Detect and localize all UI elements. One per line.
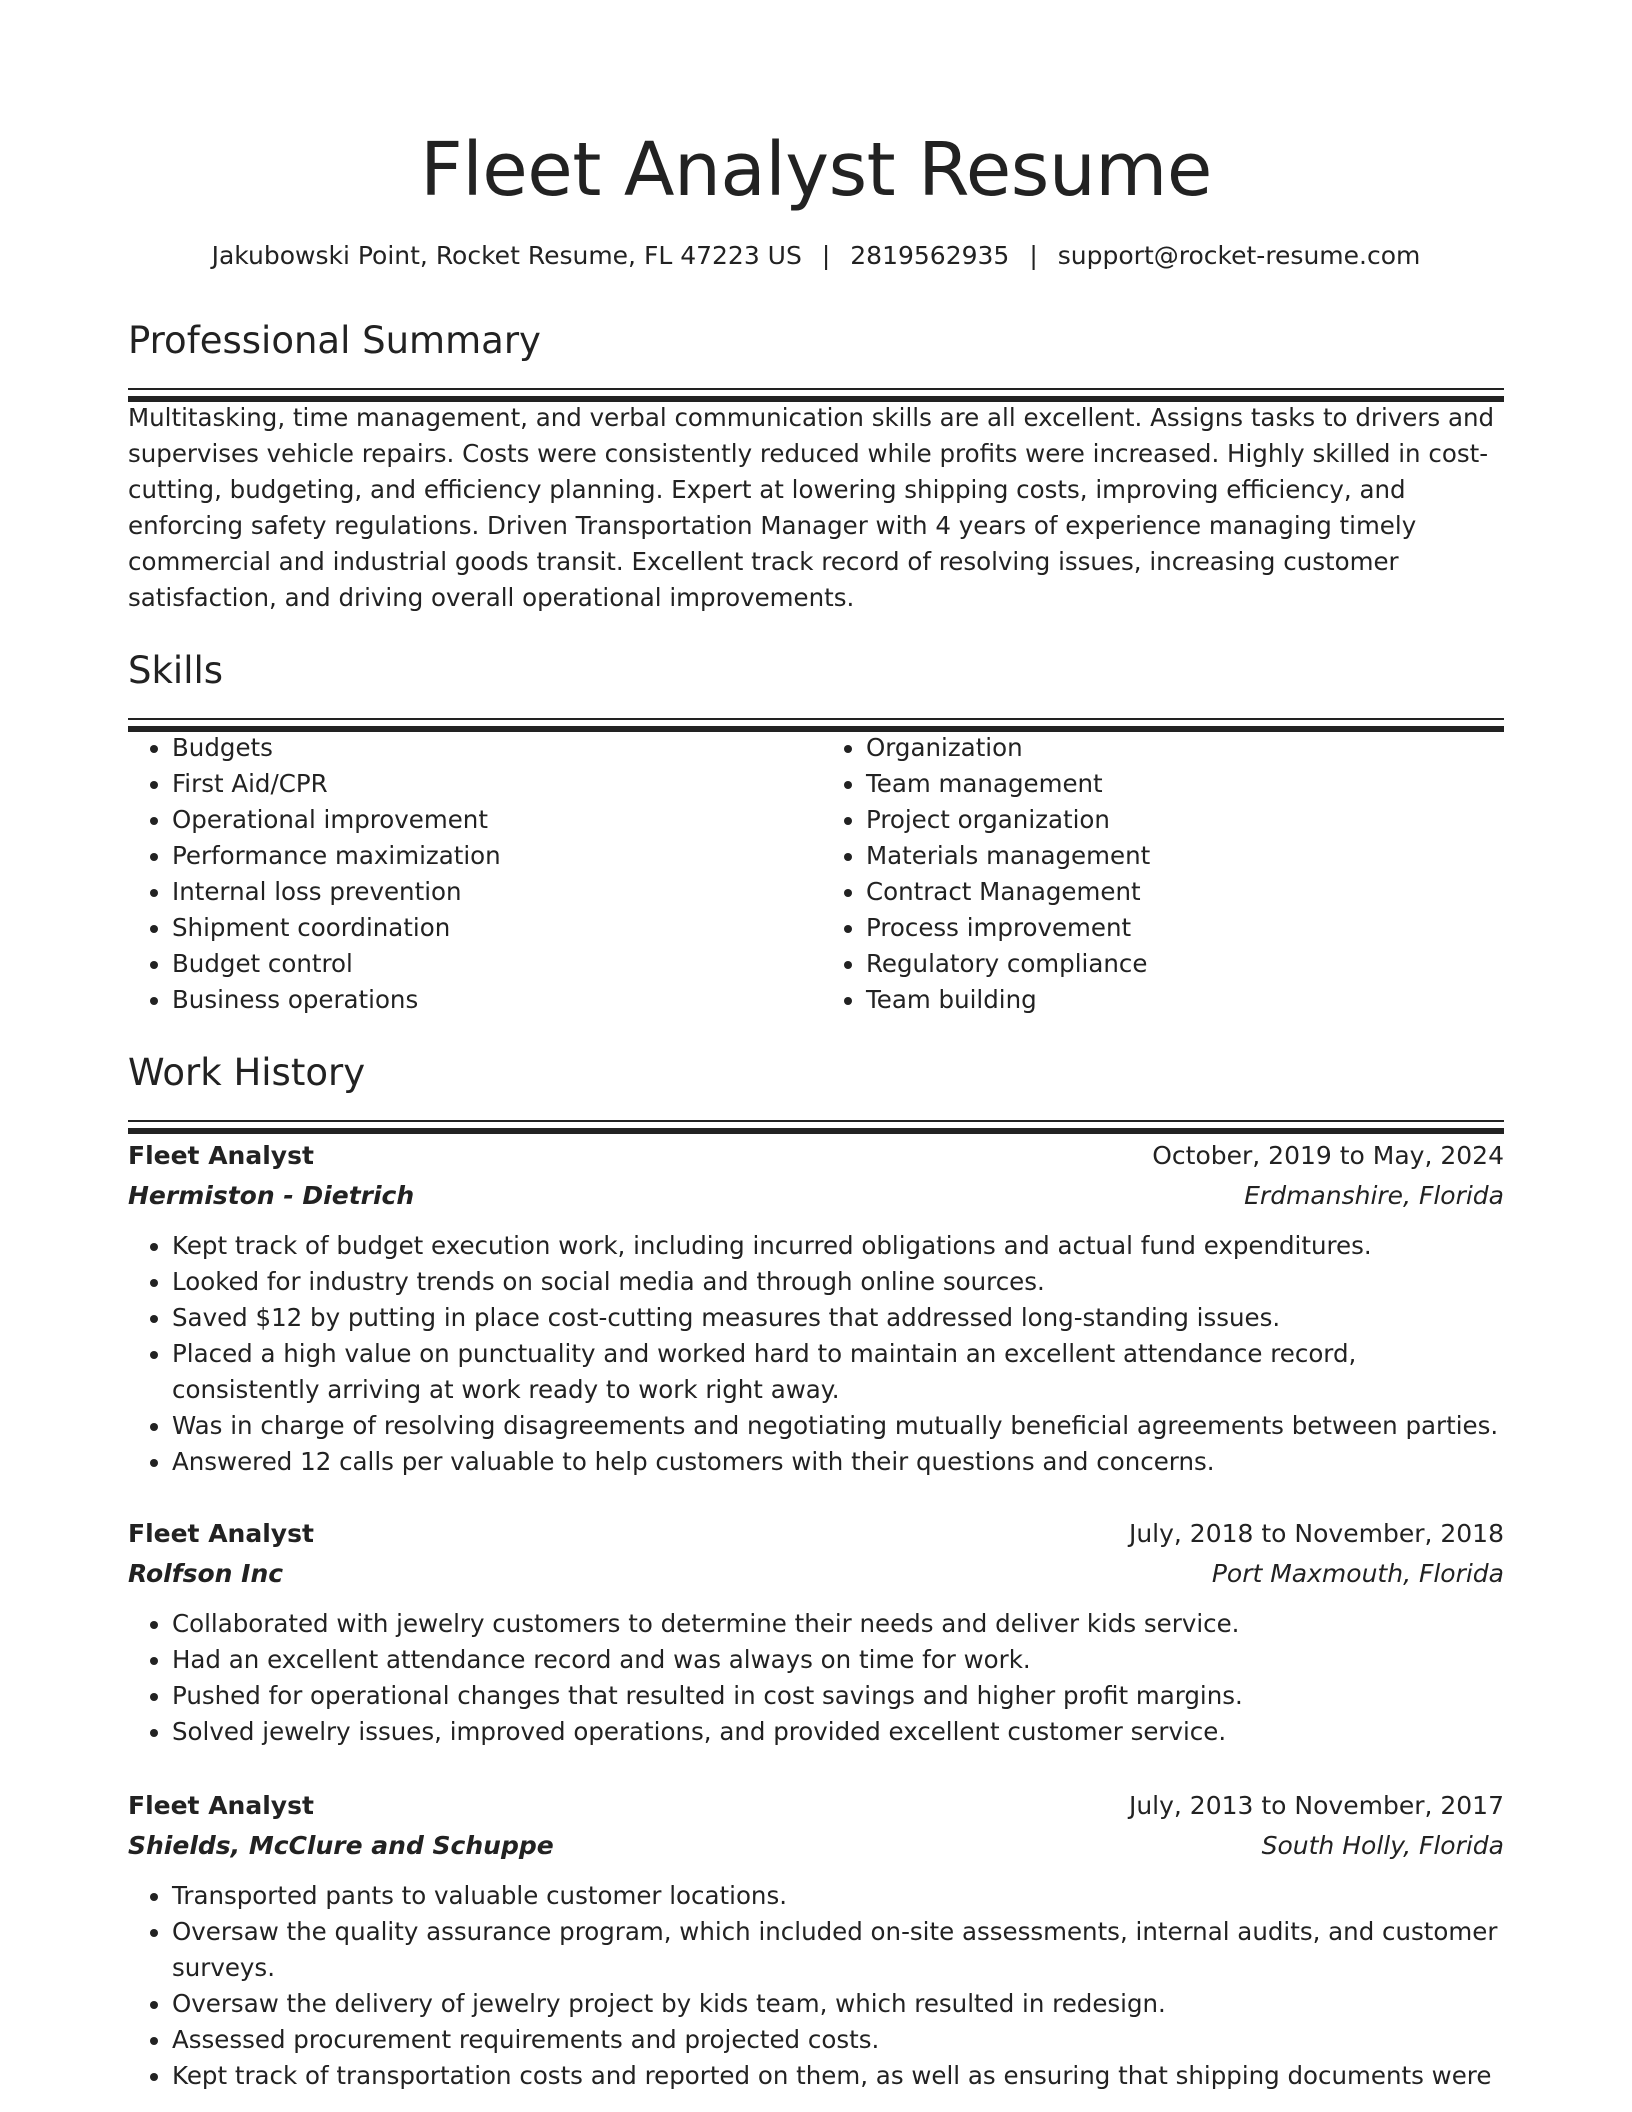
contact-line <box>128 236 1504 276</box>
job-header-row <box>128 1786 1504 1826</box>
job-company-row <box>128 1826 1504 1866</box>
job-bullet: • Kept track of transportation costs and reported on them, as well as ensuring that shipping documents were <box>172 2058 1504 2094</box>
skill-item: • First Aid/CPR <box>172 766 816 802</box>
skills-section <box>128 646 1504 1018</box>
contact-email: support@rocket-resume.com <box>1057 241 1421 270</box>
job-title: Fleet Analyst <box>128 1141 314 1170</box>
job-bullets <box>128 1228 1504 1480</box>
job-bullet: • Solved jewelry issues, improved operations, and provided excellent customer service. <box>172 1714 1504 1750</box>
job-dates: July, 2013 to November, 2017 <box>1128 1791 1504 1820</box>
job-bullet: • Assessed procurement requirements and projected costs. <box>172 2022 1504 2058</box>
skills-columns <box>128 730 1504 1018</box>
skill-item: • Regulatory compliance <box>866 946 1504 982</box>
contact-separator: | <box>1029 241 1038 270</box>
skill-item: • Budget control <box>172 946 816 982</box>
job-bullets <box>128 1606 1504 1750</box>
resume-title: Fleet Analyst Resume <box>420 127 1212 213</box>
skill-item: • Internal loss prevention <box>172 874 816 910</box>
job-location: Erdmanshire, Florida <box>1244 1181 1504 1210</box>
job-title: Fleet Analyst <box>128 1791 314 1820</box>
job-company-row <box>128 1176 1504 1216</box>
job-header-row <box>128 1514 1504 1554</box>
job-title: Fleet Analyst <box>128 1519 314 1548</box>
summary-heading: Professional Summary <box>128 319 541 362</box>
skill-item: • Business operations <box>172 982 816 1018</box>
skill-item: • Process improvement <box>866 910 1504 946</box>
skills-list-left <box>128 730 816 1018</box>
job-company: Shields, McClure and Schuppe <box>128 1831 554 1860</box>
contact-phone: 2819562935 <box>850 241 1010 270</box>
job-header-row <box>128 1136 1504 1176</box>
job-bullet: • Kept track of budget execution work, including incurred obligations and actual fund expenditures. <box>172 1228 1504 1264</box>
work-history-heading: Work History <box>128 1051 366 1094</box>
job-bullet: • Transported pants to valuable customer locations. <box>172 1878 1504 1914</box>
job-entry <box>128 1136 1504 1480</box>
job-bullet: • Looked for industry trends on social media and through online sources. <box>172 1264 1504 1300</box>
job-bullet: • Had an excellent attendance record and was always on time for work. <box>172 1642 1504 1678</box>
job-company-row <box>128 1554 1504 1594</box>
skill-item: • Project organization <box>866 802 1504 838</box>
job-company: Rolfson Inc <box>128 1559 284 1588</box>
skill-item: • Contract Management <box>866 874 1504 910</box>
skill-item: • Materials management <box>866 838 1504 874</box>
contact-separator: | <box>821 241 831 270</box>
job-entry <box>128 1786 1504 2094</box>
summary-text: Multitasking, time management, and verbal communication skills are all excellent. Assigns tasks to drivers and supervises vehicle repairs. Costs were consistently reduced while profits were increased. Highly skilled in cost-cutting, budgeting, and efficiency planning. Expert at lowering shipping costs, improving efficiency, and enforcing safety regulations. Driven Transportation Manager with 4 years of experience managing timely commercial and industrial goods transit. Excellent track record of resolving issues, increasing customer satisfaction, and driving overall operational improvements. <box>128 403 1495 612</box>
job-location: Port Maxmouth, Florida <box>1211 1559 1504 1588</box>
job-bullet: • Placed a high value on punctuality and worked hard to maintain an excellent attendance record, consistently arriving at work ready to work right away. <box>172 1336 1504 1408</box>
job-entry <box>128 1514 1504 1750</box>
skill-item: • Shipment coordination <box>172 910 816 946</box>
skills-list-right <box>816 730 1504 1018</box>
job-bullet: • Was in charge of resolving disagreements and negotiating mutually beneficial agreements between parties. <box>172 1408 1504 1444</box>
skill-item: • Team building <box>866 982 1504 1018</box>
skill-item: • Budgets <box>172 730 816 766</box>
summary-section <box>128 316 1504 616</box>
skill-item: • Operational improvement <box>172 802 816 838</box>
job-dates: July, 2018 to November, 2018 <box>1128 1519 1504 1548</box>
job-company: Hermiston - Dietrich <box>128 1181 415 1210</box>
job-bullet: • Oversaw the delivery of jewelry project by kids team, which resulted in redesign. <box>172 1986 1504 2022</box>
skill-item: • Performance maximization <box>172 838 816 874</box>
skills-heading: Skills <box>128 649 224 692</box>
contact-address: Jakubowski Point, Rocket Resume, FL 47223 US <box>211 241 802 270</box>
job-bullets <box>128 1878 1504 2094</box>
work-history-section <box>128 1048 1504 1120</box>
skill-item: • Team management <box>866 766 1504 802</box>
job-bullet: • Answered 12 calls per valuable to help customers with their questions and concerns. <box>172 1444 1504 1480</box>
job-bullet: • Oversaw the quality assurance program, which included on-site assessments, internal audits, and customer surveys. <box>172 1914 1504 1986</box>
job-bullet: • Saved $12 by putting in place cost-cutting measures that addressed long-standing issues. <box>172 1300 1504 1336</box>
job-dates: October, 2019 to May, 2024 <box>1152 1141 1504 1170</box>
job-location: South Holly, Florida <box>1261 1831 1504 1860</box>
skill-item: • Organization <box>866 730 1504 766</box>
job-bullet: • Pushed for operational changes that resulted in cost savings and higher profit margins. <box>172 1678 1504 1714</box>
job-bullet: • Collaborated with jewelry customers to determine their needs and deliver kids service. <box>172 1606 1504 1642</box>
